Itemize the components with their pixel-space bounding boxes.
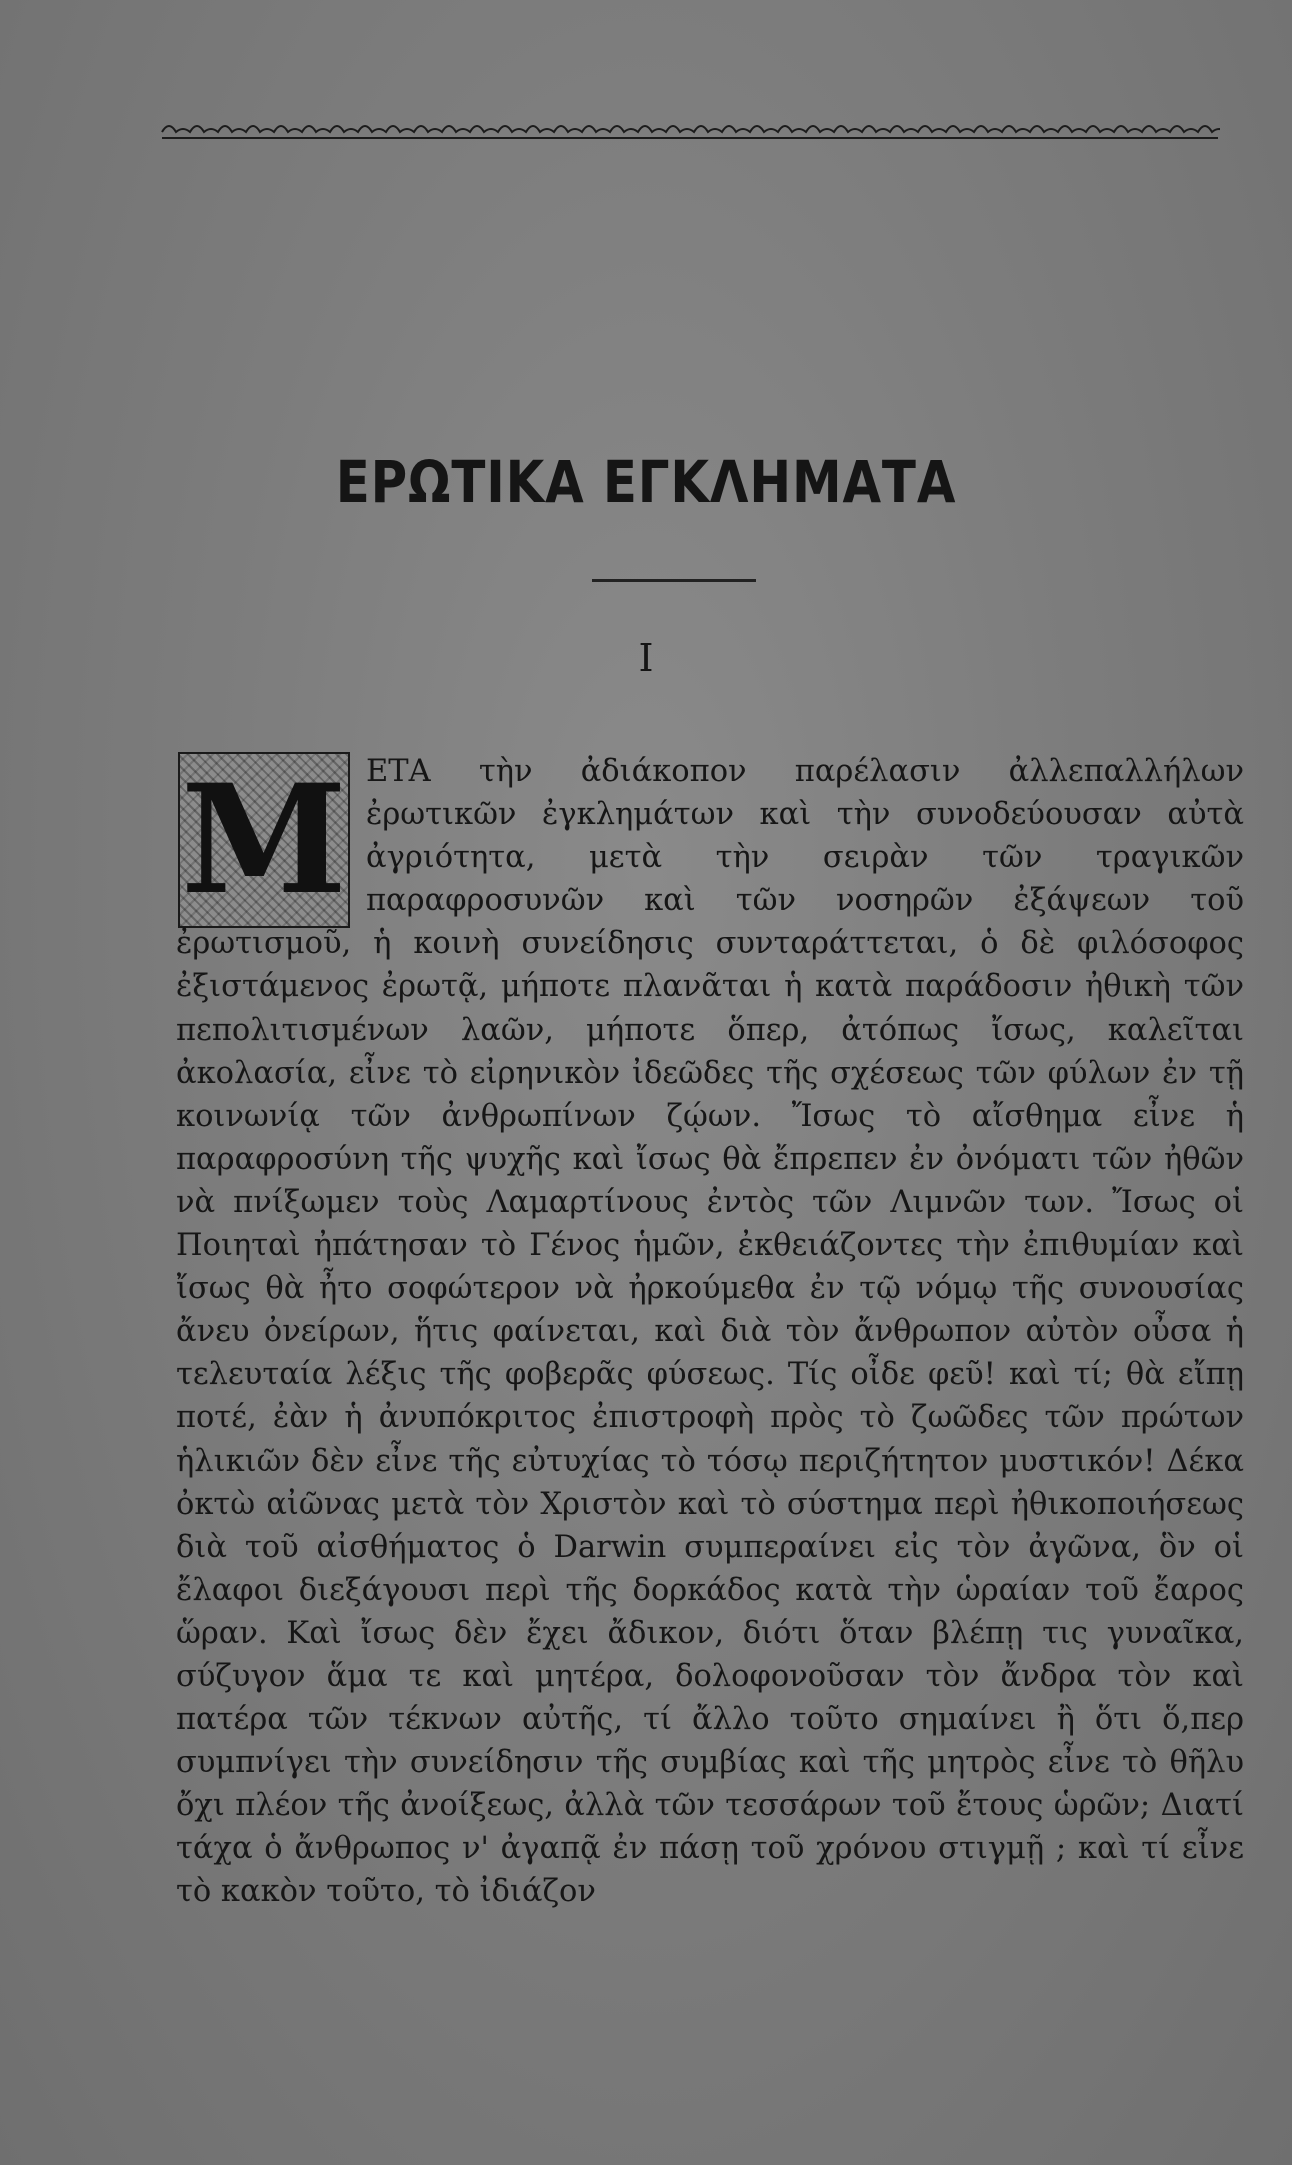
chapter-number: Ι xyxy=(638,636,654,680)
body-paragraph xyxy=(176,750,1244,1910)
drop-cap-spacer xyxy=(176,750,366,916)
drop-cap-letter: Μ xyxy=(180,752,348,928)
body-text: ΕΤΑ τὴν ἀδιάκοπον παρέλασιν ἀλλεπαλλήλων ἐρωτικῶν ἐγκλημάτων καὶ τὴν συνοδεύουσαν αὐτὰ ἀγριότητα, μετὰ τὴν σειρὰν τῶν τραγικῶν παραφροσυνῶν καὶ τῶν νοσηρῶν ἐξάψεων τοῦ ἐρωτισμοῦ, ἡ κοινὴ συνείδησις συνταράττεται, ὁ δὲ φιλόσοφος ἐξιστάμενος ἐρωτᾷ, μήποτε πλανᾶται ἡ κατὰ παράδοσιν ἠθικὴ τῶν πεπολιτισμένων λαῶν, μήποτε ὅπερ, ἀτόπως ἴσως, καλεῖται ἀκολασία, εἶνε τὸ εἰρηνικὸν ἰδεῶδες τῆς σχέσεως τῶν φύλων ἐν τῇ κοινωνίᾳ τῶν ἀνθρωπίνων ζῴων. Ἴσως τὸ αἴσθημα εἶνε ἡ παραφροσύνη τῆς ψυχῆς καὶ ἴσως θὰ ἔπρεπεν ἐν ὀνόματι τῶν ἠθῶν νὰ πνίξωμεν τοὺς Λαμαρτίνους ἐντὸς τῶν Λιμνῶν των. Ἴσως οἱ Ποιηταὶ ἠπάτησαν τὸ Γένος ἡμῶν, ἐκθειάζοντες τὴν ἐπιθυμίαν καὶ ἴσως θὰ ἦτο σοφώτερον νὰ ἠρκούμεθα ἐν τῷ νόμῳ τῆς συνουσίας ἄνευ ὀνείρων, ἥτις φαίνεται, καὶ διὰ τὸν ἄνθρωπον αὐτὸν οὖσα ἡ τελευταία λέξις τῆς φοβερᾶς φύσεως. Τίς οἶδε φεῦ! καὶ τί; θὰ εἴπῃ ποτέ, ἐὰν ἡ ἀνυπόκριτος ἐπιστροφὴ πρὸς τὸ ζωῶδες τῶν πρώτων ἡλικιῶν δὲν εἶνε τῆς εὐτυχίας τὸ τόσῳ περιζήτητον μυστικόν! Δέκα ὀκτὼ αἰῶνας μετὰ τὸν Χριστὸν καὶ τὸ σύστημα περὶ ἠθικοποιήσεως διὰ τοῦ αἰσθήματος ὁ Darwin συμπεραίνει εἰς τὸν ἀγῶνα, ὃν οἱ ἔλαφοι διεξάγουσι περὶ τῆς δορκάδος κατὰ τὴν ὡραίαν τοῦ ἔαρος ὥραν. Καὶ ἴσως δὲν ἔχει ἄδικον, διότι ὅταν βλέπῃ τις γυναῖκα, σύζυγον ἅμα τε καὶ μητέρα, δολοφονοῦσαν τὸν ἄνδρα τὸν καὶ πατέρα τῶν τέκνων αὐτῆς, τί ἄλλο τοῦτο σημαίνει ἢ ὅτι ὅ,περ συμπνίγει τὴν συνείδησιν τῆς συμβίας καὶ τῆς μητρὸς εἶνε τὸ θῆλυ ὄχι πλέον τῆς ἀνοίξεως, ἀλλὰ τῶν τεσσάρων τοῦ ἔτους ὡρῶν; Διατί τάχα ὁ ἄνθρωπος ν' ἀγαπᾷ ἐν πάσῃ τοῦ χρόνου στιγμῇ ; καὶ τί εἶνε τὸ κακὸν τοῦτο, τὸ ἰδιάζον xyxy=(176,754,1244,1910)
title-rule xyxy=(592,579,756,582)
header-ornament xyxy=(160,112,1220,148)
page-title: ΕΡΩΤΙΚΑ ΕΓΚΛΗΜΑΤΑ xyxy=(335,448,957,516)
